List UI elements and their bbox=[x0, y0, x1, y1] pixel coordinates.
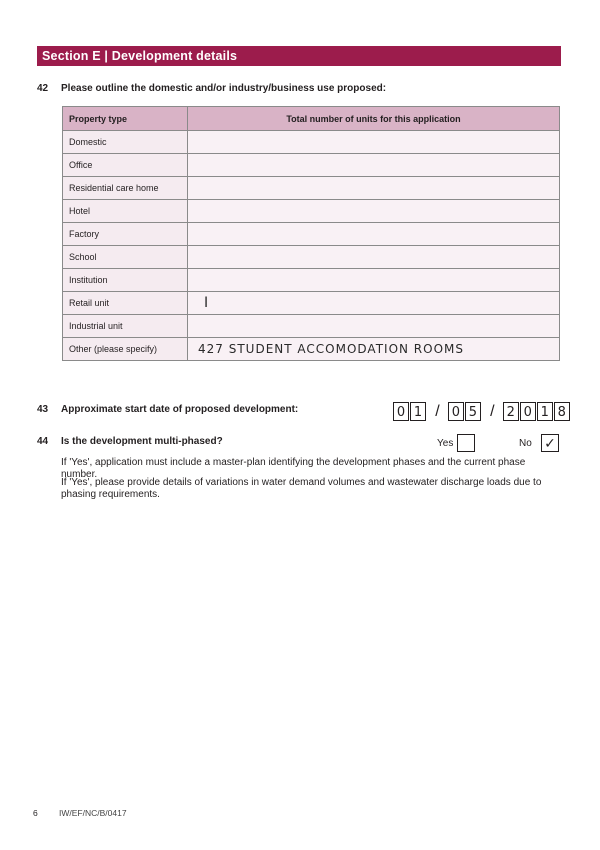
table-row bbox=[63, 246, 560, 269]
table-header-row bbox=[63, 107, 560, 131]
no-label: No bbox=[519, 438, 532, 449]
date-day-digit-2[interactable]: 1 bbox=[410, 402, 426, 421]
units-field-institution[interactable] bbox=[188, 269, 560, 292]
units-field-retail-unit[interactable]: I bbox=[188, 292, 560, 315]
date-month-digit-1[interactable]: 0 bbox=[448, 402, 464, 421]
question-42-number: 42 bbox=[37, 83, 49, 94]
row-label-factory: Factory bbox=[63, 223, 188, 246]
units-field-industrial-unit[interactable] bbox=[188, 315, 560, 338]
units-field-office[interactable] bbox=[188, 154, 560, 177]
header-total-units: Total number of units for this application bbox=[188, 107, 560, 131]
row-label-retail-unit: Retail unit bbox=[63, 292, 188, 315]
date-year-digit-4[interactable]: 8 bbox=[554, 402, 570, 421]
yes-label: Yes bbox=[437, 438, 454, 449]
header-property-type: Property type bbox=[63, 107, 188, 131]
date-separator: / bbox=[490, 403, 495, 420]
table-row bbox=[63, 223, 560, 246]
units-field-school[interactable] bbox=[188, 246, 560, 269]
row-label-residential-care-home: Residential care home bbox=[63, 177, 188, 200]
row-label-institution: Institution bbox=[63, 269, 188, 292]
question-43-number: 43 bbox=[37, 404, 49, 415]
row-label-industrial-unit: Industrial unit bbox=[63, 315, 188, 338]
property-units-table bbox=[62, 106, 560, 361]
start-date-field bbox=[393, 402, 571, 421]
table-row bbox=[63, 177, 560, 200]
date-separator: / bbox=[435, 403, 440, 420]
no-checkbox[interactable]: ✓ bbox=[541, 434, 559, 452]
row-label-office: Office bbox=[63, 154, 188, 177]
question-43-text: Approximate start date of proposed development: bbox=[61, 404, 299, 415]
units-field-residential-care-home[interactable] bbox=[188, 177, 560, 200]
page-number: 6 bbox=[33, 808, 38, 818]
phasing-note-variations: If 'Yes', please provide details of variations in water demand volumes and wastewater discharge loads due to phasing requirements. bbox=[61, 477, 542, 500]
table-row bbox=[63, 131, 560, 154]
table-row bbox=[63, 154, 560, 177]
units-field-other[interactable]: 427 STUDENT ACCOMODATION ROOMS bbox=[188, 338, 560, 361]
question-44-text: Is the development multi-phased? bbox=[61, 436, 223, 447]
yes-checkbox[interactable] bbox=[457, 434, 475, 452]
date-day-digit-1[interactable]: 0 bbox=[393, 402, 409, 421]
date-year-digit-1[interactable]: 2 bbox=[503, 402, 519, 421]
section-header: Section E | Development details bbox=[37, 46, 561, 66]
units-field-factory[interactable] bbox=[188, 223, 560, 246]
date-year-digit-3[interactable]: 1 bbox=[537, 402, 553, 421]
row-label-domestic: Domestic bbox=[63, 131, 188, 154]
phasing-note-masterplan: If 'Yes', application must include a master-plan identifying the development phases and the current phase number. bbox=[61, 457, 526, 480]
table-row bbox=[63, 269, 560, 292]
table-row bbox=[63, 200, 560, 223]
units-field-hotel[interactable] bbox=[188, 200, 560, 223]
form-reference: IW/EF/NC/B/0417 bbox=[59, 808, 127, 818]
row-label-other: Other (please specify) bbox=[63, 338, 188, 361]
table-row bbox=[63, 338, 560, 361]
question-42-text: Please outline the domestic and/or industry/business use proposed: bbox=[61, 83, 387, 94]
row-label-hotel: Hotel bbox=[63, 200, 188, 223]
row-label-school: School bbox=[63, 246, 188, 269]
table-row bbox=[63, 315, 560, 338]
date-year-digit-2[interactable]: 0 bbox=[520, 402, 536, 421]
units-field-domestic[interactable] bbox=[188, 131, 560, 154]
date-month-digit-2[interactable]: 5 bbox=[465, 402, 481, 421]
question-44-number: 44 bbox=[37, 436, 49, 447]
table-row bbox=[63, 292, 560, 315]
